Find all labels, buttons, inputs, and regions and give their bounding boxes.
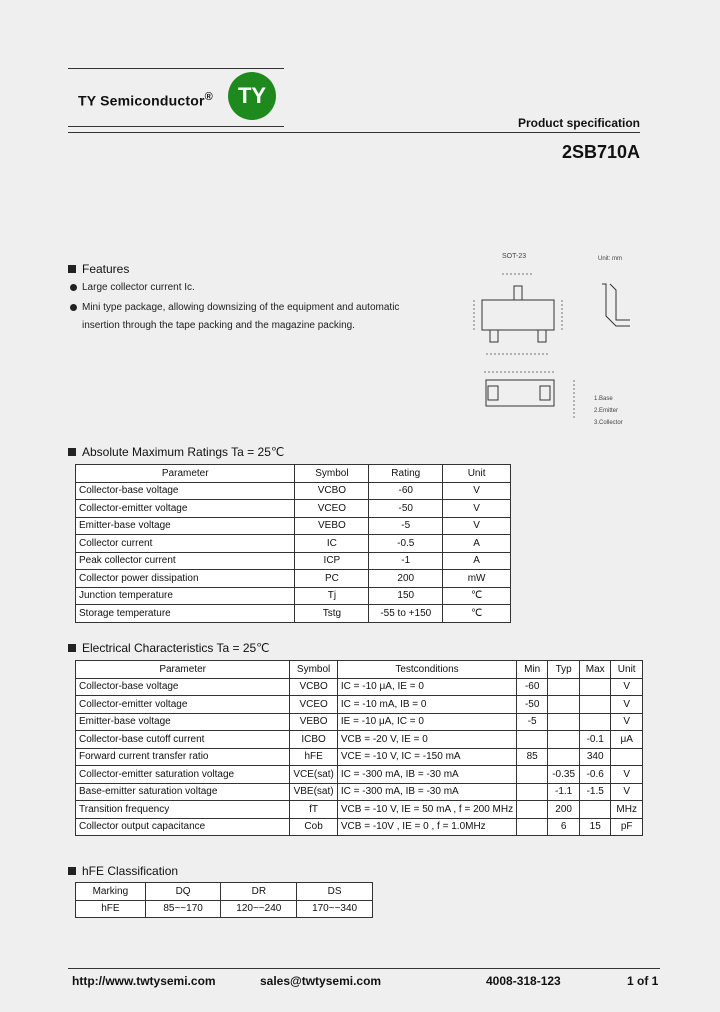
table-row: Transition frequency fT VCB = -10 V, IE = 50 mA , f = 200 MHz 200 MHz [76,801,643,819]
square-bullet-icon [68,867,76,875]
table-header-row [76,465,511,483]
column-header: Parameter [76,465,295,483]
table-row: Emitter-base voltage VEBO -5 V [76,517,511,535]
company-name: TY Semiconductor® [78,91,213,109]
feature-item: Large collector current Ic. [70,282,195,293]
feature-item: Mini type package, allowing downsizing of the equipment and automatic [70,302,399,313]
hfe-table [75,882,373,918]
table-row: Peak collector current ICP -1 A [76,552,511,570]
column-header: Symbol [290,661,338,679]
abs-max-table [75,464,511,623]
table-row: Collector-emitter saturation voltage VCE(sat) IC = -300 mA, IB = -30 mA -0.35 -0.6 V [76,766,643,784]
table-row: Collector-emitter voltage VCEO -50 V [76,500,511,518]
features-heading: Features [68,262,129,276]
package-name: SOT-23 [502,253,527,260]
column-header: Testconditions [337,661,516,679]
table-row: Collector-base voltage VCBO -60 V [76,482,511,500]
table-row: Forward current transfer ratio hFE VCE = -10 V, IC = -150 mA 85 340 [76,748,643,766]
hfe-heading: hFE Classification [68,864,178,878]
column-header: Min [517,661,548,679]
column-header: Unit [443,465,511,483]
table-row: Storage temperature Tstg -55 to +150 ℃ [76,605,511,623]
column-header: Parameter [76,661,290,679]
feature-item-continuation: insertion through the tape packing and the magazine packing. [82,320,355,331]
footer-phone: 4008-318-123 [486,974,561,988]
table-row: Collector-emitter voltage VCEO IC = -10 mA, IB = 0 -50 V [76,696,643,714]
column-header: Marking [76,883,146,901]
table-row: Collector-base cutoff current ICBO VCB = -20 V, IE = 0 -0.1 μA [76,731,643,749]
column-header: Typ [548,661,580,679]
column-header: DQ [145,883,221,901]
header-top-rule [68,68,284,69]
pin-label: 2.Emitter [594,408,619,414]
square-bullet-icon [68,265,76,273]
part-number: 2SB710A [561,142,640,162]
table-row: Collector current IC -0.5 A [76,535,511,553]
column-header: Unit [611,661,643,679]
table-row: Base-emitter saturation voltage VBE(sat) IC = -300 mA, IB = -30 mA -1.1 -1.5 V [76,783,643,801]
package-drawing [466,250,646,435]
table-header-row [76,661,643,679]
table-row: Junction temperature Tj 150 ℃ [76,587,511,605]
header-rule [68,132,640,133]
table-row: Collector output capacitance Cob VCB = -10V , IE = 0 , f = 1.0MHz 6 15 pF [76,818,643,836]
column-header: Rating [369,465,443,483]
footer-website-link[interactable]: http://www.twtysemi.com [72,974,216,988]
pin-label: 1.Base [594,396,613,402]
elec-heading: Electrical Characteristics Ta = 25℃ [68,641,270,655]
spec-label: Product specification [517,116,640,130]
elec-table [75,660,643,836]
abs-max-heading: Absolute Maximum Ratings Ta = 25℃ [68,445,284,459]
square-bullet-icon [68,644,76,652]
package-outline-icon [466,250,646,435]
square-bullet-icon [68,448,76,456]
column-header: DS [297,883,373,901]
table-row: hFE 85~~170 120~~240 170~~340 [76,900,373,918]
footer-rule [68,968,660,969]
column-header: Max [580,661,611,679]
header-left-rule [68,126,284,127]
table-row: Collector-base voltage VCBO IC = -10 μA, IE = 0 -60 V [76,678,643,696]
company-logo: TY [228,72,276,120]
column-header: DR [221,883,297,901]
table-row: Collector power dissipation PC 200 mW [76,570,511,588]
table-row: Emitter-base voltage VEBO IE = -10 μA, IC = 0 -5 V [76,713,643,731]
page-number: 1 of 1 [627,974,659,988]
bullet-icon [70,304,77,311]
table-header-row [76,883,373,901]
column-header: Symbol [295,465,369,483]
footer-email-link[interactable]: sales@twtysemi.com [260,974,382,988]
pin-label: 3.Collector [594,420,623,426]
bullet-icon [70,284,77,291]
package-unit: Unit: mm [598,256,622,262]
